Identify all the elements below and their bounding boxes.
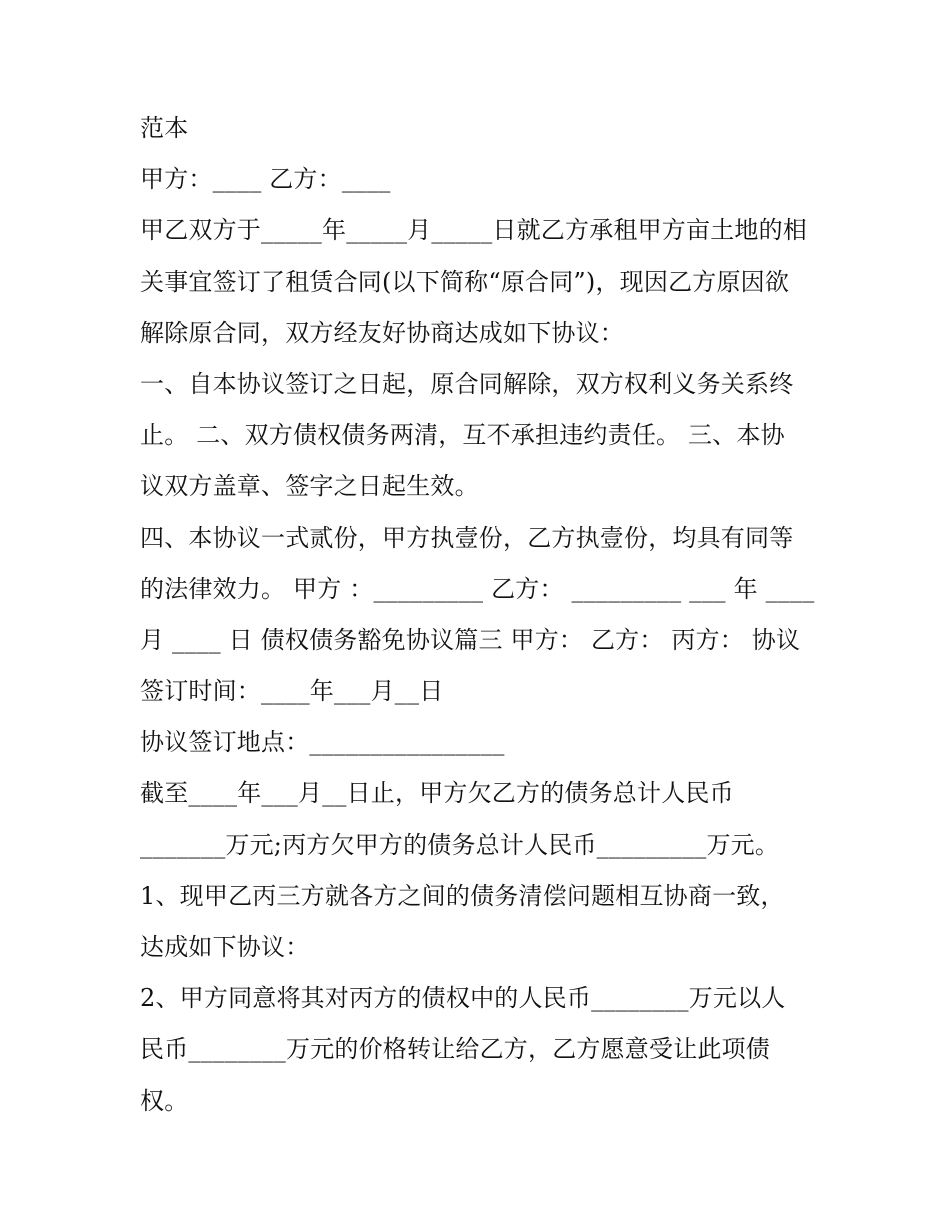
text-line: 协议签订地点：________________ <box>140 728 505 757</box>
text-line: 截至____年___月__日止，甲方欠乙方的债务总计人民币 <box>140 779 734 808</box>
document-body <box>140 103 820 1127</box>
document-heading: 范本 <box>140 114 189 142</box>
text-line: _______万元;丙方欠甲方的债务总计人民币_________万元。 <box>140 830 780 859</box>
text-line: 民币________万元的价格转让给乙方，乙方愿意受让此项债 <box>140 1035 770 1064</box>
parties-line: 甲方：____ 乙方：____ <box>140 165 391 194</box>
text-line: 月 ____ 日 债权债务豁免协议篇三 甲方： 乙方： 丙方： 协议 <box>140 625 801 654</box>
text-line: 权。 <box>140 1086 189 1115</box>
text-line: 关事宜签订了租赁合同(以下简称“原合同”)，现因乙方原因欲 <box>140 267 790 296</box>
text-line: 解除原合同，双方经友好协商达成如下协议： <box>140 318 624 347</box>
text-line: 的法律效力。 甲方 ：_________ 乙方： _________ ___ 年 ____ <box>140 574 815 603</box>
text-line: 1、现甲乙丙三方就各方之间的债务清偿问题相互协商一致， <box>140 881 785 910</box>
text-line: 一、自本协议签订之日起，原合同解除，双方权利义务关系终 <box>140 369 794 398</box>
text-line: 2、甲方同意将其对丙方的债权中的人民币________万元以人 <box>140 984 786 1013</box>
text-line: 甲乙双方于_____年_____月_____日就乙方承租甲方亩土地的相 <box>140 216 807 245</box>
text-line: 四、本协议一式贰份，甲方执壹份，乙方执壹份，均具有同等 <box>140 523 794 552</box>
text-line: 签订时间：____年___月__日 <box>140 677 444 706</box>
text-line: 止。 二、双方债权债务两清，互不承担违约责任。 三、本协 <box>140 421 785 450</box>
text-line: 议双方盖章、签字之日起生效。 <box>140 472 479 501</box>
text-line: 达成如下协议： <box>140 933 310 961</box>
